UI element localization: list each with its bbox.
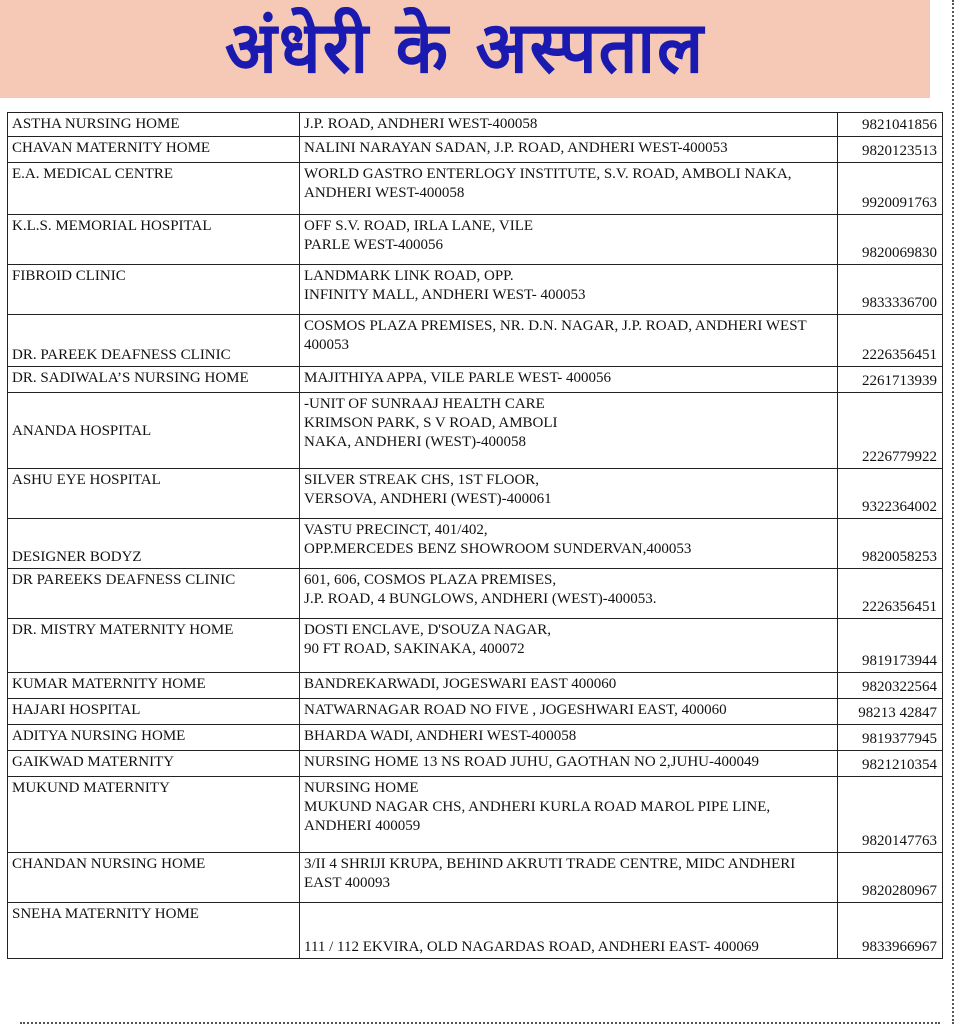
- hospital-name: CHANDAN NURSING HOME: [8, 853, 300, 903]
- hospital-address: WORLD GASTRO ENTERLOGY INSTITUTE, S.V. ROAD, AMBOLI NAKA, ANDHERI WEST-400058: [300, 163, 838, 215]
- hospital-address: NALINI NARAYAN SADAN, J.P. ROAD, ANDHERI WEST-400053: [300, 137, 838, 163]
- hospital-phone: 9819173944: [838, 619, 943, 673]
- title-banner: [0, 0, 930, 98]
- hospital-phone: 9833336700: [838, 265, 943, 315]
- hospital-name: GAIKWAD MATERNITY: [8, 751, 300, 777]
- hospital-address: BANDREKARWADI, JOGESWARI EAST 400060: [300, 673, 838, 699]
- dotted-border-bottom: [20, 1022, 940, 1024]
- hospital-phone: 98213 42847: [838, 699, 943, 725]
- table-row: [8, 673, 943, 699]
- hospital-address: SILVER STREAK CHS, 1ST FLOOR, VERSOVA, ANDHERI (WEST)-400061: [300, 469, 838, 519]
- hospital-phone: 9820058253: [838, 519, 943, 569]
- hospital-address: NURSING HOME 13 NS ROAD JUHU, GAOTHAN NO 2,JUHU-400049: [300, 751, 838, 777]
- hospital-name: DR. PAREEK DEAFNESS CLINIC: [8, 315, 300, 367]
- hospital-address: -UNIT OF SUNRAAJ HEALTH CARE KRIMSON PARK, S V ROAD, AMBOLI NAKA, ANDHERI (WEST)-400058: [300, 393, 838, 469]
- hospital-name: ADITYA NURSING HOME: [8, 725, 300, 751]
- hospital-address: NATWARNAGAR ROAD NO FIVE , JOGESHWARI EAST, 400060: [300, 699, 838, 725]
- table-row: [8, 113, 943, 137]
- hospital-name: MUKUND MATERNITY: [8, 777, 300, 853]
- hospital-name: ASHU EYE HOSPITAL: [8, 469, 300, 519]
- table-row: [8, 215, 943, 265]
- table-row: [8, 315, 943, 367]
- table-row: [8, 903, 943, 959]
- table-row: [8, 751, 943, 777]
- hospital-phone: 9821041856: [838, 113, 943, 137]
- hospital-address: VASTU PRECINCT, 401/402, OPP.MERCEDES BENZ SHOWROOM SUNDERVAN,400053: [300, 519, 838, 569]
- hospital-address: MAJITHIYA APPA, VILE PARLE WEST- 400056: [300, 367, 838, 393]
- hospital-phone: 2226779922: [838, 393, 943, 469]
- hospital-address: NURSING HOME MUKUND NAGAR CHS, ANDHERI KURLA ROAD MAROL PIPE LINE, ANDHERI 400059: [300, 777, 838, 853]
- table-row: [8, 393, 943, 469]
- hospital-phone: 9833966967: [838, 903, 943, 959]
- hospital-phone: 2226356451: [838, 569, 943, 619]
- hospital-name: KUMAR MATERNITY HOME: [8, 673, 300, 699]
- table-row: [8, 519, 943, 569]
- hospital-name: FIBROID CLINIC: [8, 265, 300, 315]
- hospital-address: COSMOS PLAZA PREMISES, NR. D.N. NAGAR, J.P. ROAD, ANDHERI WEST 400053: [300, 315, 838, 367]
- hospital-name: SNEHA MATERNITY HOME: [8, 903, 300, 959]
- hospital-table: [7, 112, 943, 959]
- table-row: [8, 619, 943, 673]
- hospital-phone: 9820280967: [838, 853, 943, 903]
- page-title: अंधेरी के अस्पताल: [224, 7, 706, 90]
- hospital-name: DR. SADIWALA’S NURSING HOME: [8, 367, 300, 393]
- table-row: [8, 367, 943, 393]
- hospital-phone: 9920091763: [838, 163, 943, 215]
- table-row: [8, 163, 943, 215]
- hospital-name: DR PAREEKS DEAFNESS CLINIC: [8, 569, 300, 619]
- hospital-name: CHAVAN MATERNITY HOME: [8, 137, 300, 163]
- hospital-phone: 9821210354: [838, 751, 943, 777]
- hospital-phone: 9322364002: [838, 469, 943, 519]
- hospital-phone: 9820322564: [838, 673, 943, 699]
- hospital-name: DESIGNER BODYZ: [8, 519, 300, 569]
- table-row: [8, 725, 943, 751]
- hospital-name: HAJARI HOSPITAL: [8, 699, 300, 725]
- table-row: [8, 777, 943, 853]
- hospital-address: LANDMARK LINK ROAD, OPP. INFINITY MALL, ANDHERI WEST- 400053: [300, 265, 838, 315]
- table-row: [8, 853, 943, 903]
- table-row: [8, 699, 943, 725]
- hospital-phone: 9820123513: [838, 137, 943, 163]
- table-row: [8, 265, 943, 315]
- hospital-name: K.L.S. MEMORIAL HOSPITAL: [8, 215, 300, 265]
- hospital-phone: 9820147763: [838, 777, 943, 853]
- hospital-name: ASTHA NURSING HOME: [8, 113, 300, 137]
- hospital-phone: 2261713939: [838, 367, 943, 393]
- hospital-address: BHARDA WADI, ANDHERI WEST-400058: [300, 725, 838, 751]
- hospital-address: J.P. ROAD, ANDHERI WEST-400058: [300, 113, 838, 137]
- hospital-name: DR. MISTRY MATERNITY HOME: [8, 619, 300, 673]
- table-row: [8, 469, 943, 519]
- hospital-address: 601, 606, COSMOS PLAZA PREMISES, J.P. ROAD, 4 BUNGLOWS, ANDHERI (WEST)-400053.: [300, 569, 838, 619]
- dotted-border-right: [952, 0, 954, 1024]
- hospital-address: 3/II 4 SHRIJI KRUPA, BEHIND AKRUTI TRADE CENTRE, MIDC ANDHERI EAST 400093: [300, 853, 838, 903]
- hospital-address: 111 / 112 EKVIRA, OLD NAGARDAS ROAD, ANDHERI EAST- 400069: [300, 903, 838, 959]
- hospital-address: DOSTI ENCLAVE, D'SOUZA NAGAR, 90 FT ROAD, SAKINAKA, 400072: [300, 619, 838, 673]
- hospital-name: E.A. MEDICAL CENTRE: [8, 163, 300, 215]
- table-row: [8, 569, 943, 619]
- hospital-name: ANANDA HOSPITAL: [8, 393, 300, 469]
- hospital-phone: 9820069830: [838, 215, 943, 265]
- hospital-phone: 9819377945: [838, 725, 943, 751]
- hospital-address: OFF S.V. ROAD, IRLA LANE, VILE PARLE WEST-400056: [300, 215, 838, 265]
- table-row: [8, 137, 943, 163]
- hospital-phone: 2226356451: [838, 315, 943, 367]
